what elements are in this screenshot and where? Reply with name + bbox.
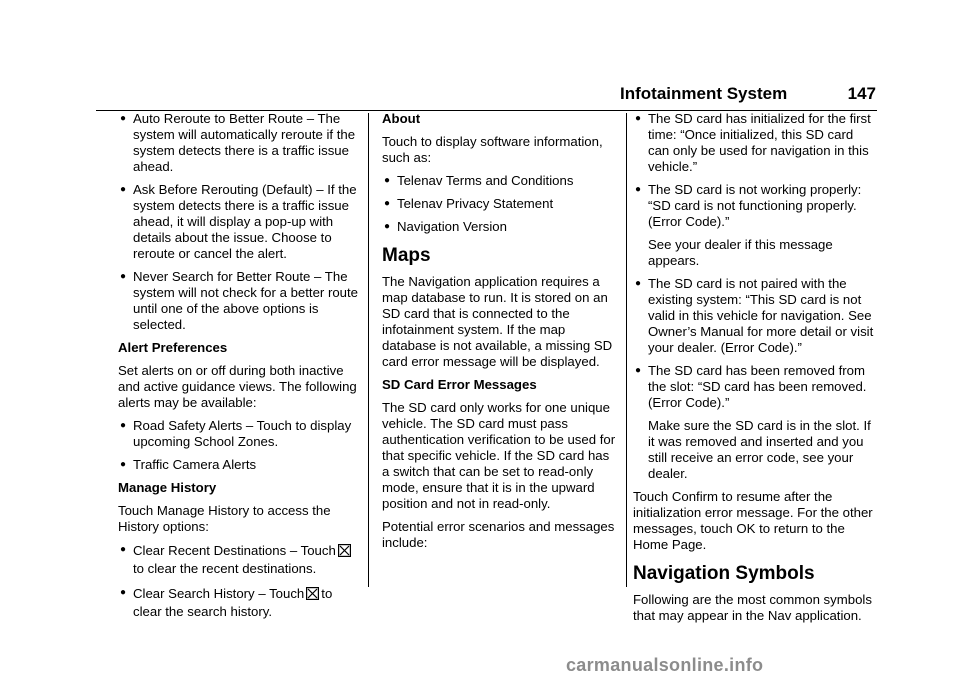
bullet-text: Auto Reroute to Better Route – The system will automatically reroute if the system detects there is a traffic issue ahead. [133,111,356,174]
bullet-text: Road Safety Alerts – Touch to display upcoming School Zones. [133,418,352,449]
list-item [633,111,877,175]
bullet-icon: ● [384,175,391,186]
bullet-icon: ● [120,420,127,431]
bullet-icon: ● [120,587,127,598]
column-2 [382,111,620,558]
bullet-text: The SD card is not paired with the existing system: “This SD card is not valid in this vehicle for navigation. See Owner’s Manual for more detail or visit your dealer. (Error Code).” [648,276,874,355]
bullet-icon: ● [635,184,642,195]
slot-note: Make sure the SD card is in the slot. If it was removed and inserted and you still receive an error code, see your dealer. [648,418,871,481]
confirm-text: Touch Confirm to resume after the initialization error message. For the other messages, touch OK to return to the Home Page. [633,489,873,552]
navigation-symbols-text: Following are the most common symbols that may appear in the Nav application. [633,592,872,623]
bullet-icon: ● [120,459,127,470]
bullet-text: Telenav Privacy Statement [397,196,554,211]
bullet-icon: ● [120,544,127,555]
bullet-text: Never Search for Better Route – The system will not check for a better route until one of the above options is selected. [133,269,359,332]
column-1 [118,111,363,628]
list-item [633,276,877,356]
alert-preferences-heading: Alert Preferences [118,340,228,355]
alert-preferences-text: Set alerts on or off during both inactive and active guidance views. The following alerts may be available: [118,363,357,410]
bullet-text: Clear Recent Destinations – Touch [133,543,336,558]
bullet-text: The SD card has initialized for the first time: “Once initialized, this SD card can only be used for navigation in this vehicle.” [648,111,871,174]
bullet-text: The SD card has been removed from the slot: “SD card has been removed. (Error Code).” [648,363,867,410]
list-item [118,269,363,333]
list-item [118,457,363,473]
list-item [118,585,363,621]
bullet-text: to clear the search history. [133,586,333,619]
bullet-icon: ● [635,365,642,376]
list-item [118,111,363,175]
list-item [118,418,363,450]
sd-card-errors-heading: SD Card Error Messages [382,377,537,392]
page-number: 147 [847,84,876,103]
list-item [382,219,620,235]
list-item [118,542,363,578]
navigation-symbols-heading: Navigation Symbols [633,563,815,584]
maps-text: The Navigation application requires a map database to run. It is stored on an SD card that is connected to the infotainment system. If the map database is not available, a missing SD card error message will be displayed. [382,274,613,369]
manage-history-heading: Manage History [118,480,217,495]
bullet-icon: ● [384,198,391,209]
bullet-icon: ● [120,271,127,282]
column-3 [633,111,877,631]
about-heading: About [382,111,421,126]
column-divider-2 [626,113,627,587]
bullet-icon: ● [120,113,127,124]
bullet-icon: ● [120,184,127,195]
about-text: Touch to display software information, such as: [382,134,603,165]
bullet-text: Clear Search History – Touch [133,586,305,601]
manage-history-text: Touch Manage History to access the History options: [118,503,331,534]
column-divider-1 [368,113,369,587]
bullet-text: Traffic Camera Alerts [133,457,257,472]
maps-heading: Maps [382,245,431,266]
sd-card-errors-text: The SD card only works for one unique vehicle. The SD card must pass authentication verification to be used for that specific vehicle. If the SD card has a switch that can be set to read-only mode, ensure that it is in the upward position and not in read-only. [382,400,616,511]
bullet-text: Ask Before Rerouting (Default) – If the system detects there is a traffic issue ahead, it will display a pop-up with details about the issue. Choose to reroute or cancel the alert. [133,182,357,261]
bullet-icon: ● [635,278,642,289]
watermark: carmanualsonline.info [566,655,764,675]
bullet-text: Telenav Terms and Conditions [397,173,574,188]
list-item [382,196,620,212]
section-title: Infotainment System [620,84,788,103]
list-item [118,182,363,262]
bullet-text: The SD card is not working properly: “SD card is not functioning properly. (Error Code).” [648,182,862,229]
error-scenarios-text: Potential error scenarios and messages include: [382,519,615,550]
delete-icon [338,544,351,557]
dealer-note: See your dealer if this message appears. [648,237,833,268]
list-item [382,173,620,189]
bullet-icon: ● [635,113,642,124]
bullet-text: to clear the recent destinations. [133,561,317,576]
list-item [633,363,877,411]
page-header [620,84,876,104]
delete-icon [306,587,319,600]
bullet-text: Navigation Version [397,219,507,234]
list-item [633,182,877,230]
bullet-icon: ● [384,221,391,232]
